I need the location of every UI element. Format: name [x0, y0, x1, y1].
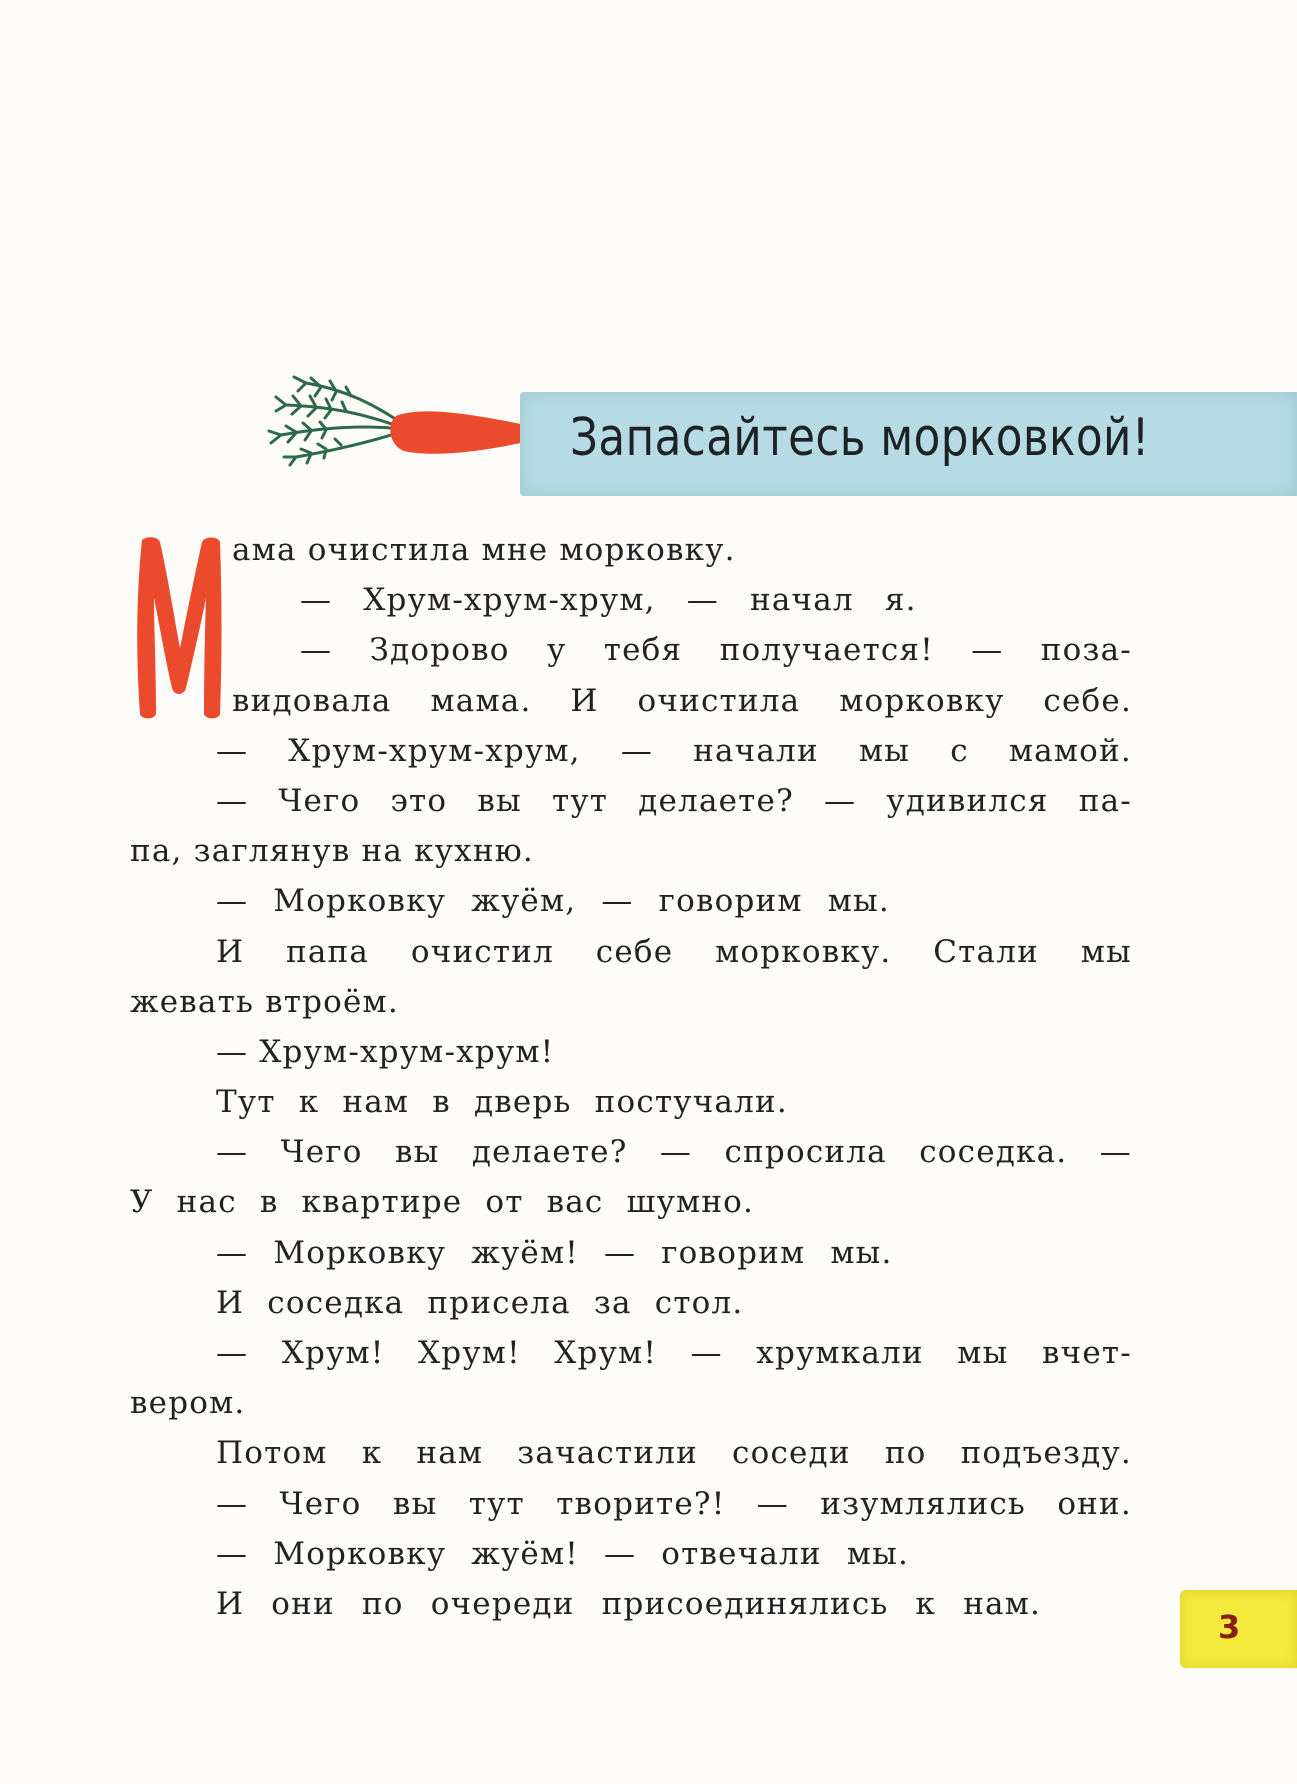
- carrot-illustration: [226, 365, 556, 480]
- text-line: — Чего вы делаете? — спросила соседка. —: [216, 1134, 1132, 1171]
- story-text: [130, 525, 1132, 1629]
- text-line: И папа очистил себе морковку. Стали мы: [216, 933, 1132, 970]
- text-line: — Морковку жуём! — говорим мы.: [216, 1234, 893, 1271]
- text-line: У нас в квартире от вас шумно.: [130, 1184, 755, 1221]
- chapter-title: Запасайтесь морковкой!: [570, 408, 1150, 468]
- text-line: — Хрум-хрум-хрум, — начал я.: [300, 582, 917, 619]
- text-line: — Морковку жуём! — отвечали мы.: [216, 1535, 910, 1572]
- text-line: Потом к нам зачастили соседи по подъезду.: [216, 1435, 1132, 1472]
- text-line: жевать втроём.: [130, 983, 399, 1020]
- text-line: — Морковку жуём, — говорим мы.: [216, 883, 890, 920]
- text-line: ама очистила мне морковку.: [232, 532, 736, 568]
- text-line: вером.: [130, 1385, 246, 1422]
- text-line: — Чего вы тут творите?! — изумлялись они.: [216, 1485, 1132, 1522]
- page-number-tab: [1180, 1590, 1297, 1668]
- text-line: Тут к нам в дверь постучали.: [216, 1084, 788, 1121]
- text-line: — Хрум-хрум-хрум, — начали мы с мамой.: [216, 732, 1132, 769]
- text-line: па, заглянув на кухню.: [130, 833, 534, 870]
- text-line: видовала мама. И очистила морковку себе.: [232, 682, 1132, 719]
- text-line: — Здорово у тебя получается! — поза-: [300, 632, 1132, 669]
- text-line: — Хрум-хрум-хрум!: [216, 1033, 555, 1070]
- text-line: — Чего это вы тут делаете? — удивился па-: [216, 782, 1132, 819]
- text-line: — Хрум! Хрум! Хрум! — хрумкали мы вчет-: [216, 1335, 1132, 1371]
- page-number: 3: [1218, 1608, 1241, 1646]
- text-line: И они по очереди присоединялись к нам.: [216, 1585, 1042, 1622]
- text-line: И соседка присела за стол.: [216, 1284, 744, 1321]
